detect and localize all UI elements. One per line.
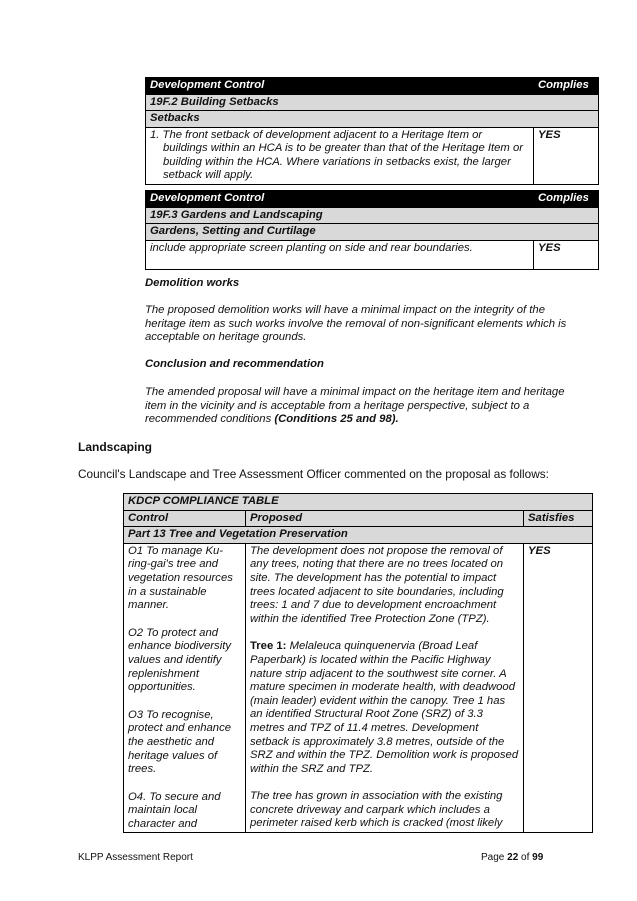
demolition-heading: Demolition works [145, 277, 240, 289]
page-current: 22 [507, 852, 519, 863]
development-control-table-setbacks [145, 77, 599, 185]
column-header-satisfies: Satisfies [524, 510, 593, 527]
section-title: 19F.2 Building Setbacks [146, 94, 599, 111]
footer-report-title: KLPP Assessment Report [78, 852, 193, 863]
page-prefix: Page [481, 852, 508, 863]
conclusion-text: The amended proposal will have a minimal impact on the heritage item and heritage item in the vicinity and is acceptable from a heritage perspective, subject to a recommended conditions [145, 386, 565, 426]
column-header-control: Control [124, 510, 246, 527]
complies-value: YES [534, 127, 599, 184]
kdcp-compliance-table [123, 493, 593, 833]
development-control-table-gardens [145, 190, 599, 270]
section-title: 19F.3 Gardens and Landscaping [146, 207, 599, 224]
part-title: Part 13 Tree and Vegetation Preservation [124, 527, 593, 544]
landscaping-heading: Landscaping [78, 440, 153, 454]
page-total: 99 [532, 852, 544, 863]
proposed-paragraph: The development does not propose the removal of any trees, noting that there are no trees located on site. The development has the potential to impact trees located adjacent to site boundaries, including trees: 1 and 7 due to development encroachment within the identified Tree Protection Zone (TPZ). [250, 544, 504, 625]
column-header-control: Development Control [146, 78, 534, 95]
column-header-complies: Complies [534, 78, 599, 95]
complies-value: YES [534, 240, 599, 269]
column-header-proposed: Proposed [246, 510, 524, 527]
footer-page-number [481, 852, 543, 863]
landscaping-intro: Council's Landscape and Tree Assessment Officer commented on the proposal as follows: [78, 467, 549, 481]
column-header-complies: Complies [534, 191, 599, 208]
control-text: include appropriate screen planting on side and rear boundaries. [146, 240, 534, 269]
subsection-title: Setbacks [146, 111, 599, 128]
proposed-cell [246, 543, 524, 833]
conclusion-paragraph [145, 386, 575, 427]
demolition-text: The proposed demolition works will have a minimal impact on the integrity of the heritage item as such works involve the removal of non-significant elements which is acceptable on heritage grounds. [145, 304, 567, 344]
conclusion-heading: Conclusion and recommendation [145, 358, 324, 370]
table-title: KDCP COMPLIANCE TABLE [124, 494, 593, 511]
control-text: 1. The front setback of development adjacent to a Heritage Item or buildings within an HCA is to be greater than that of the Heritage Item or building within the HCA. Where variations in setbacks exist, the larger setback will apply. [150, 128, 524, 181]
control-objective: O2 To protect and enhance biodiversity values and identify replenishment opportunities. [128, 626, 231, 694]
conditions-reference: (Conditions 25 and 98). [274, 413, 399, 426]
table-row [146, 240, 599, 269]
tree-description: Melaleuca quinquenervia (Broad Leaf Paperbark) is located within the Pacific Highway nature strip adjacent to the southwest site corner. A mature specimen in moderate health, with deadwood (main leader) evident within the canopy. Tree 1 has an identified Structural Root Zone (SRZ) of 3.3 metres and TPZ of 11.4 metres. Development setback is approximately 3.8 metres, outside of the SRZ and within the TPZ. Demolition work is proposed within the SRZ and TPZ. [250, 640, 519, 775]
controls-cell [124, 543, 246, 833]
column-header-control: Development Control [146, 191, 534, 208]
page-separator: of [518, 852, 533, 863]
control-objective: O1 To manage Ku-ring-gai's tree and vegetation resources in a sustainable manner. [128, 544, 233, 612]
control-objective: O3 To recognise, protect and enhance the aesthetic and heritage values of trees. [128, 708, 232, 776]
satisfies-value: YES [524, 543, 593, 833]
proposed-paragraph: The tree has grown in association with the existing concrete driveway and carpark which includes a perimeter raised kerb which is cracked (most likely [250, 790, 503, 830]
table-row [146, 127, 599, 184]
subsection-title: Gardens, Setting and Curtilage [146, 224, 599, 241]
control-objective: O4. To secure and maintain local character and [128, 790, 221, 830]
tree-label: Tree 1: [250, 640, 287, 653]
table-row [124, 543, 593, 833]
proposed-paragraph [250, 640, 519, 776]
